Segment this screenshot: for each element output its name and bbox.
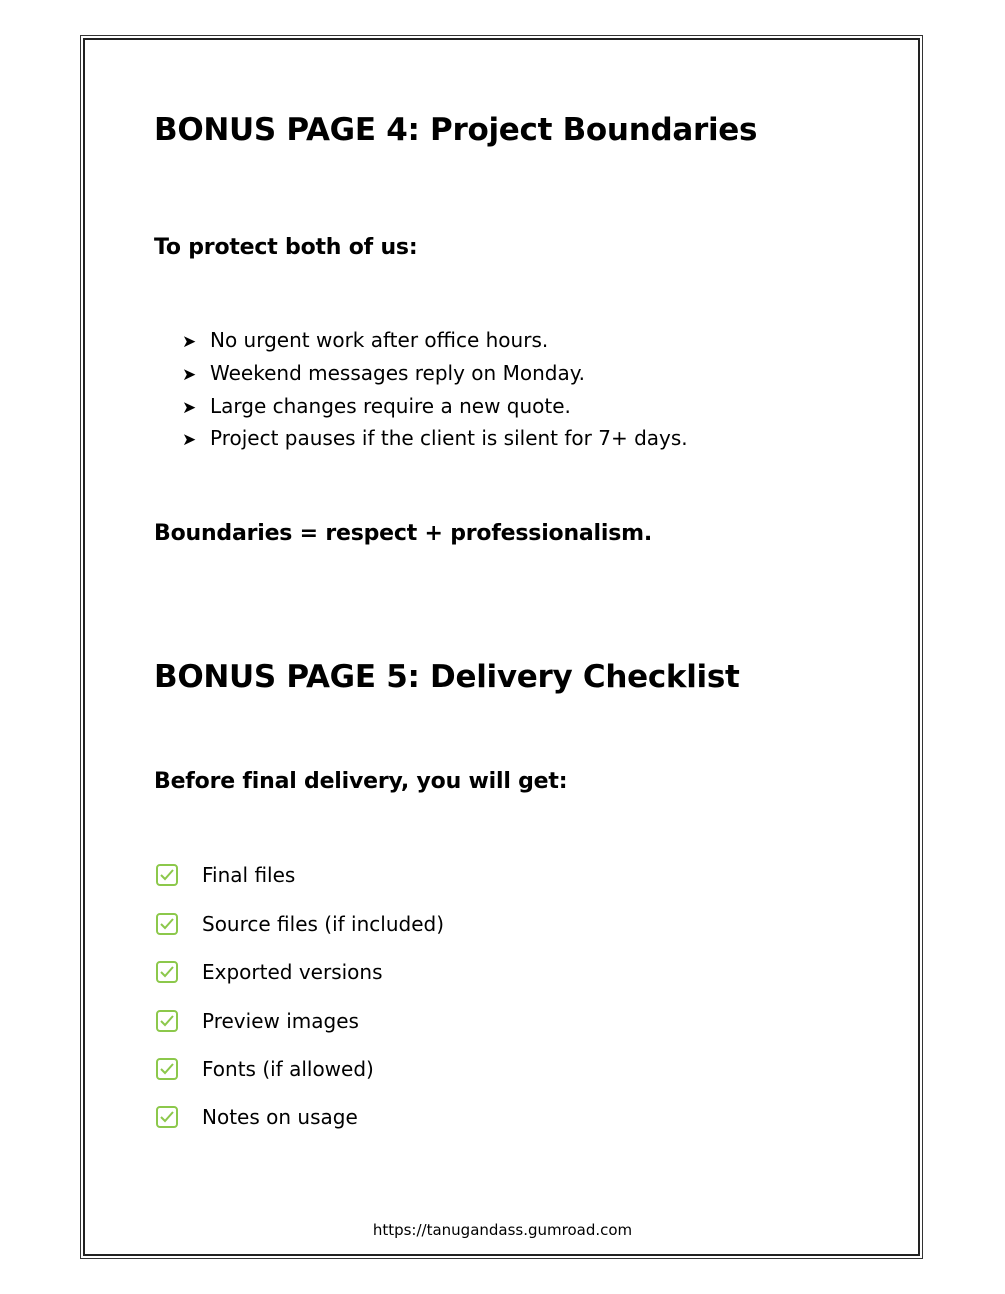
arrow-bullet-icon: ➤ [182,430,197,450]
arrow-bullet-icon: ➤ [182,365,197,385]
checklist-text: Notes on usage [202,1105,358,1129]
bullet-text: Large changes require a new quote. [210,394,571,418]
checklist-item [156,960,383,984]
checklist-item [156,1105,358,1129]
bullet-text: Weekend messages reply on Monday. [210,361,586,385]
checklist-text: Exported versions [202,960,383,984]
checkbox-checked-icon [156,961,178,983]
checkbox-checked-icon [156,1058,178,1080]
arrow-bullet-icon: ➤ [182,398,197,418]
bullet-item [182,426,688,450]
checklist-item [156,912,444,936]
page4-subtitle: To protect both of us: [154,235,418,260]
page4-closing: Boundaries = respect + professionalism. [154,521,653,546]
page4-title: BONUS PAGE 4: Project Boundaries [154,112,758,148]
checklist-text: Fonts (if allowed) [202,1057,374,1081]
arrow-bullet-icon: ➤ [182,332,197,352]
checklist-text: Final files [202,863,296,887]
bullet-item [182,361,585,385]
checkbox-checked-icon [156,1010,178,1032]
checklist-text: Preview images [202,1009,359,1033]
footer-url[interactable]: https://tanugandass.gumroad.com [372,1221,633,1239]
checklist-item [156,863,295,887]
bullet-item [182,328,548,352]
checklist-item [156,1057,374,1081]
bullet-text: No urgent work after office hours. [210,328,549,352]
checklist-item [156,1009,359,1033]
checklist-text: Source files (if included) [202,912,445,936]
bullet-text: Project pauses if the client is silent for 7+ days. [210,426,688,450]
bullet-item [182,394,571,418]
checkbox-checked-icon [156,913,178,935]
checkbox-checked-icon [156,1106,178,1128]
page5-subtitle: Before final delivery, you will get: [154,769,568,794]
page5-title: BONUS PAGE 5: Delivery Checklist [154,659,740,695]
checkbox-checked-icon [156,864,178,886]
